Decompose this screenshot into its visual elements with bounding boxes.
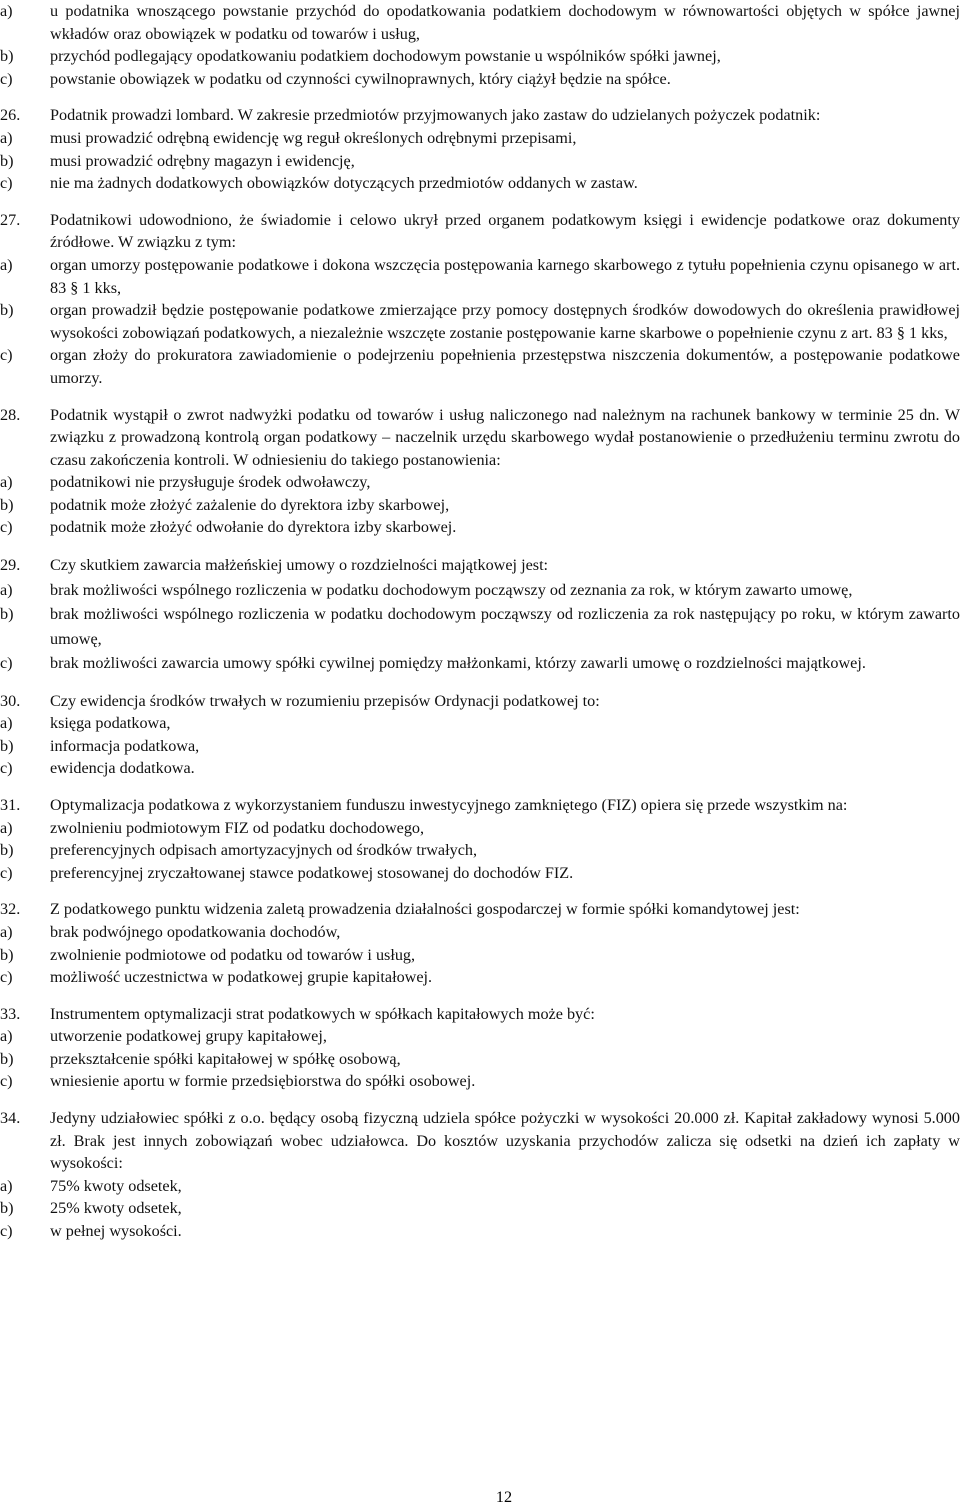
option-row [0,817,960,840]
question-33 [0,1003,960,1093]
option-row [0,602,960,651]
question-29 [0,553,960,676]
option-label: a) [0,473,13,492]
option-row [0,1070,960,1093]
option-row [0,45,960,68]
option-row [0,254,960,299]
option-row [0,1175,960,1198]
option-row [0,944,960,967]
question-31 [0,794,960,884]
option-text: musi prowadzić odrębną ewidencję wg reguł określonych odrębnymi przepisami, [50,128,577,147]
option-text: przychód podlegający opodatkowaniu podatkiem dochodowym powstanie u wspólników spółki jawnej, [50,47,721,66]
option-label: a) [0,818,13,837]
option-label: b) [0,605,14,624]
option-label: b) [0,1199,14,1218]
question-number: 31. [0,795,21,814]
option-text: możliwość uczestnictwa w podatkowej grupie kapitałowej. [50,968,433,987]
option-label: c) [0,654,13,673]
option-text: utworzenie podatkowej grupy kapitałowej, [50,1027,327,1046]
option-text: brak możliwości zawarcia umowy spółki cywilnej pomiędzy małżonkami, którzy zawarli umowę o rozdzielności majątkowej. [50,654,866,673]
option-row [0,839,960,862]
option-row [0,150,960,173]
option-text: 75% kwoty odsetek, [50,1176,182,1195]
option-text: brak podwójnego opodatkowania dochodów, [50,922,341,941]
option-row [0,578,960,603]
question-row [0,794,960,817]
option-text: zwolnieniu podmiotowym FIZ od podatku dochodowego, [50,818,425,837]
option-text: wniesienie aportu w formie przedsiębiorstwa do spółki osobowej. [50,1072,476,1091]
option-row [0,494,960,517]
intro-options [0,0,960,90]
option-label: b) [0,945,14,964]
question-number: 29. [0,556,21,575]
option-row [0,471,960,494]
option-label: c) [0,863,13,882]
option-label: c) [0,1222,13,1241]
option-label: b) [0,151,14,170]
option-label: b) [0,47,14,66]
option-text: podatnik może złożyć zażalenie do dyrektora izby skarbowej, [50,495,450,514]
option-row [0,299,960,344]
question-text: Z podatkowego punktu widzenia zaletą prowadzenia działalności gospodarczej w formie spółki komandytowej jest: [50,900,800,919]
question-row [0,404,960,472]
option-text: preferencyjnych odpisach amortyzacyjnych od środków trwałych, [50,841,478,860]
question-row [0,1003,960,1026]
option-label: c) [0,69,13,88]
option-row [0,757,960,780]
question-text: Czy skutkiem zawarcia małżeńskiej umowy o rozdzielności majątkowej jest: [50,556,549,575]
question-row [0,209,960,254]
option-row [0,344,960,389]
option-label: c) [0,346,13,365]
option-text: brak możliwości wspólnego rozliczenia w podatku dochodowym począwszy od rozliczenia za rok następujący po roku, w którym zawarto umowę, [50,605,960,648]
question-text: Podatnik wystąpił o zwrot nadwyżki podatku od towarów i usług naliczonego nad należnym na rachunek bankowy w terminie 25 dn. W związku z prowadzoną kontrolą organ podatkowy – naczelnik urzędu skarbowego wydał postanowienie o przedłużeniu terminu zwrotu do czasu zakończenia kontroli. W odniesieniu do takiego postanowienia: [50,405,960,469]
option-label: a) [0,1176,13,1195]
option-text: organ złoży do prokuratora zawiadomienie o podejrzeniu popełnienia przestępstwa niszczenia dokumentów, a postępowanie podatkowe umorzy. [50,346,960,387]
question-text: Podatnikowi udowodniono, że świadomie i celowo ukrył przed organem podatkowym księgi i ewidencje podatkowe oraz dokumenty źródłowe. W związku z tym: [50,210,960,252]
question-number: 30. [0,691,21,710]
option-text: preferencyjnej zryczałtowanej stawce podatkowej stosowanej do dochodów FIZ. [50,863,574,882]
option-row [0,68,960,91]
question-number: 28. [0,405,21,424]
question-row [0,104,960,127]
option-text: brak możliwości wspólnego rozliczenia w podatku dochodowym począwszy od zeznania za rok, w którym zawarto umowę, [50,580,853,599]
option-text: organ prowadził będzie postępowanie podatkowe zmierzające przy pomocy dostępnych środków dowodowych do określenia prawidłowej wysokości zobowiązań podatkowych, a niezależnie wszczęte zostanie postępowanie karne skarbowe o popełnienie czynu z art. 83 § 1 kks, [50,301,960,342]
option-row [0,966,960,989]
option-label: a) [0,714,13,733]
option-label: a) [0,255,13,274]
option-label: a) [0,2,13,20]
option-label: b) [0,736,14,755]
option-label: a) [0,922,13,941]
option-text: musi prowadzić odrębny magazyn i ewidencję, [50,151,355,170]
option-row [0,1197,960,1220]
option-row [0,651,960,676]
option-text: podatnikowi nie przysługuje środek odwoławczy, [50,473,371,492]
question-row [0,1107,960,1175]
option-text: u podatnika wnoszącego powstanie przychód do opodatkowania podatkiem dochodowym w równowartości objętych w spółce jawnej wkładów oraz obowiązek w podatku od towarów i usług, [50,2,960,43]
option-row [0,1220,960,1243]
option-text: powstanie obowiązek w podatku od czynności cywilnoprawnych, który ciążył będzie na spółce. [50,69,671,88]
question-number: 33. [0,1004,21,1023]
option-text: przekształcenie spółki kapitałowej w spółkę osobową, [50,1049,401,1068]
option-text: księga podatkowa, [50,714,171,733]
option-text: informacja podatkowa, [50,736,200,755]
option-label: a) [0,1027,13,1046]
question-row [0,898,960,921]
question-number: 32. [0,900,21,919]
option-text: nie ma żadnych dodatkowych obowiązków dotyczących przedmiotów oddanych w zastaw. [50,174,638,193]
option-label: b) [0,301,14,320]
option-text: zwolnienie podmiotowe od podatku od towarów i usług, [50,945,416,964]
option-label: b) [0,495,14,514]
option-label: a) [0,580,13,599]
option-row [0,516,960,539]
option-label: b) [0,841,14,860]
option-row [0,127,960,150]
option-row [0,735,960,758]
question-text: Instrumentem optymalizacji strat podatkowych w spółkach kapitałowych może być: [50,1004,595,1023]
question-row [0,553,960,578]
option-row [0,862,960,885]
option-label: c) [0,1072,13,1091]
question-34 [0,1107,960,1243]
question-27 [0,209,960,390]
page-number: 12 [495,1488,513,1506]
question-text: Jedyny udziałowiec spółki z o.o. będący osobą fizyczną udziela spółce pożyczki w wysokości 20.000 zł. Kapitał zakładowy wynosi 5.000 zł. Brak jest innych zobowiązań wobec udziałowca. Do kosztów uzyskania przychodów zalicza się odsetki na dzień ich zapłaty w wysokości: [50,1109,960,1173]
option-label: a) [0,128,13,147]
question-number: 34. [0,1109,21,1128]
option-label: c) [0,968,13,987]
question-text: Podatnik prowadzi lombard. W zakresie przedmiotów przyjmowanych jako zastaw do udzielanych pożyczek podatnik: [50,106,821,125]
option-label: b) [0,1049,14,1068]
option-row [0,712,960,735]
question-text: Czy ewidencja środków trwałych w rozumieniu przepisów Ordynacji podatkowej to: [50,691,600,710]
option-label: c) [0,518,13,537]
option-text: podatnik może złożyć odwołanie do dyrektora izby skarbowej. [50,518,457,537]
option-row [0,0,960,45]
option-row [0,1048,960,1071]
option-row [0,172,960,195]
question-28 [0,404,960,540]
question-32 [0,898,960,988]
option-label: c) [0,759,13,778]
option-row [0,921,960,944]
option-text: ewidencja dodatkowa. [50,759,195,778]
question-number: 27. [0,210,21,229]
option-text: w pełnej wysokości. [50,1222,182,1241]
question-row [0,690,960,713]
option-label: c) [0,174,13,193]
option-text: organ umorzy postępowanie podatkowe i dokona wszczęcia postępowania karnego skarbowego z tytułu popełnienia czynu opisanego w art. 83 § 1 kks, [50,255,960,297]
question-30 [0,690,960,780]
question-number: 26. [0,106,21,125]
option-row [0,1025,960,1048]
option-text: 25% kwoty odsetek, [50,1199,182,1218]
question-text: Optymalizacja podatkowa z wykorzystaniem funduszu inwestycyjnego zamkniętego (FIZ) opiera się przede wszystkim na: [50,795,848,814]
question-26 [0,104,960,194]
